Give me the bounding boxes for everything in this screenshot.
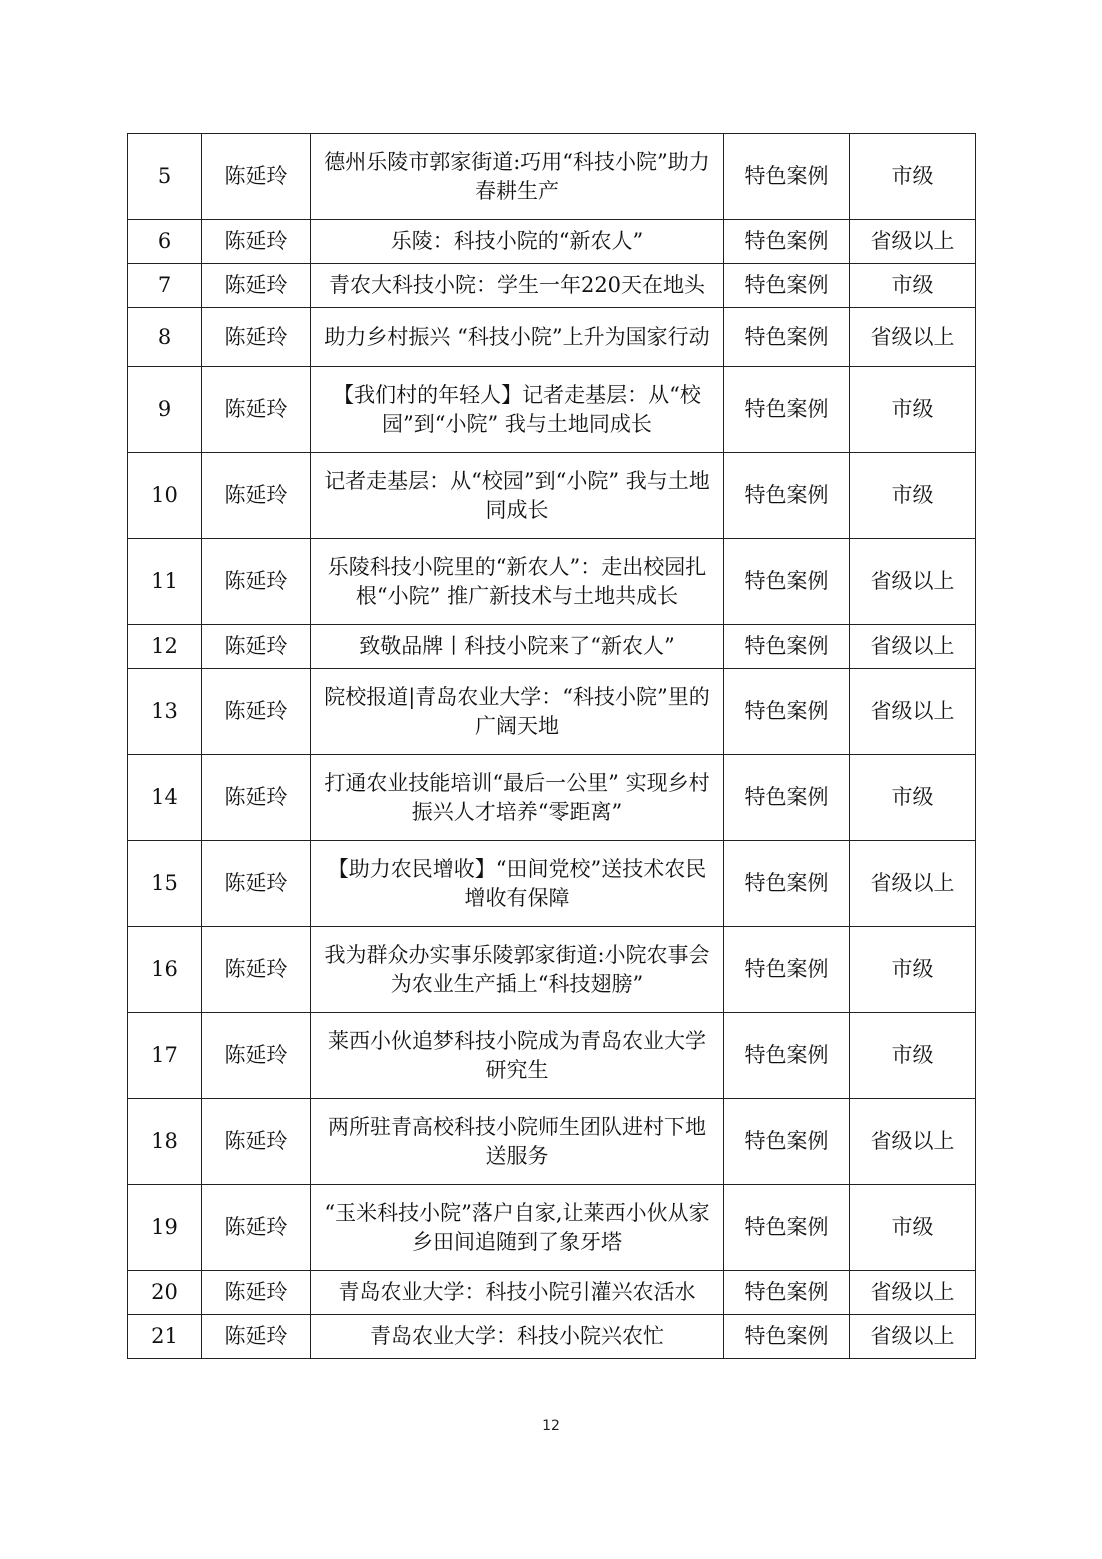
- table-row: [128, 1315, 976, 1359]
- category-cell: 特色案例: [724, 1013, 850, 1099]
- level-cell: 省级以上: [850, 625, 976, 669]
- row-number-cell: 15: [128, 841, 202, 927]
- level-cell: 省级以上: [850, 220, 976, 264]
- author-cell: 陈延玲: [202, 539, 311, 625]
- title-cell: 致敬品牌丨科技小院来了“新农人”: [311, 625, 724, 669]
- table-row: [128, 367, 976, 453]
- row-number-cell: 6: [128, 220, 202, 264]
- title-cell: 青岛农业大学：科技小院兴农忙: [311, 1315, 724, 1359]
- table-row: [128, 669, 976, 755]
- table-row: [128, 1185, 976, 1271]
- row-number-cell: 21: [128, 1315, 202, 1359]
- row-number-cell: 19: [128, 1185, 202, 1271]
- author-cell: 陈延玲: [202, 453, 311, 539]
- table-row: [128, 453, 976, 539]
- title-cell: “玉米科技小院”落户自家,让莱西小伙从家乡田间追随到了象牙塔: [311, 1185, 724, 1271]
- level-cell: 省级以上: [850, 669, 976, 755]
- author-cell: 陈延玲: [202, 841, 311, 927]
- level-cell: 省级以上: [850, 841, 976, 927]
- title-cell: 乐陵科技小院里的“新农人”：走出校园扎根“小院” 推广新技术与土地共成长: [311, 539, 724, 625]
- category-cell: 特色案例: [724, 1315, 850, 1359]
- row-number-cell: 10: [128, 453, 202, 539]
- author-cell: 陈延玲: [202, 134, 311, 220]
- level-cell: 市级: [850, 927, 976, 1013]
- title-cell: 我为群众办实事乐陵郭家街道:小院农事会为农业生产插上“科技翅膀”: [311, 927, 724, 1013]
- category-cell: 特色案例: [724, 264, 850, 308]
- level-cell: 省级以上: [850, 1099, 976, 1185]
- table-row: [128, 134, 976, 220]
- table-body: [128, 134, 976, 1359]
- row-number-cell: 16: [128, 927, 202, 1013]
- category-cell: 特色案例: [724, 539, 850, 625]
- author-cell: 陈延玲: [202, 669, 311, 755]
- table-row: [128, 220, 976, 264]
- level-cell: 省级以上: [850, 1271, 976, 1315]
- table-row: [128, 1099, 976, 1185]
- title-cell: 【我们村的年轻人】记者走基层：从“校园”到“小院” 我与土地同成长: [311, 367, 724, 453]
- title-cell: 院校报道|青岛农业大学：“科技小院”里的广阔天地: [311, 669, 724, 755]
- row-number-cell: 9: [128, 367, 202, 453]
- table-row: [128, 308, 976, 367]
- category-cell: 特色案例: [724, 1099, 850, 1185]
- author-cell: 陈延玲: [202, 755, 311, 841]
- title-cell: 德州乐陵市郭家街道:巧用“科技小院”助力春耕生产: [311, 134, 724, 220]
- author-cell: 陈延玲: [202, 220, 311, 264]
- title-cell: 打通农业技能培训“最后一公里” 实现乡村振兴人才培养“零距离”: [311, 755, 724, 841]
- row-number-cell: 14: [128, 755, 202, 841]
- category-cell: 特色案例: [724, 220, 850, 264]
- title-cell: 青农大科技小院：学生一年220天在地头: [311, 264, 724, 308]
- category-cell: 特色案例: [724, 134, 850, 220]
- level-cell: 市级: [850, 755, 976, 841]
- category-cell: 特色案例: [724, 669, 850, 755]
- category-cell: 特色案例: [724, 1185, 850, 1271]
- table-row: [128, 264, 976, 308]
- achievement-table: [127, 133, 976, 1359]
- level-cell: 市级: [850, 264, 976, 308]
- author-cell: 陈延玲: [202, 927, 311, 1013]
- table-row: [128, 755, 976, 841]
- author-cell: 陈延玲: [202, 1013, 311, 1099]
- title-cell: 乐陵：科技小院的“新农人”: [311, 220, 724, 264]
- category-cell: 特色案例: [724, 308, 850, 367]
- row-number-cell: 8: [128, 308, 202, 367]
- table-row: [128, 841, 976, 927]
- category-cell: 特色案例: [724, 755, 850, 841]
- title-cell: 记者走基层：从“校园”到“小院” 我与土地同成长: [311, 453, 724, 539]
- author-cell: 陈延玲: [202, 1185, 311, 1271]
- author-cell: 陈延玲: [202, 308, 311, 367]
- title-cell: 【助力农民增收】“田间党校”送技术农民增收有保障: [311, 841, 724, 927]
- table-row: [128, 927, 976, 1013]
- author-cell: 陈延玲: [202, 1315, 311, 1359]
- level-cell: 省级以上: [850, 308, 976, 367]
- author-cell: 陈延玲: [202, 1271, 311, 1315]
- row-number-cell: 5: [128, 134, 202, 220]
- category-cell: 特色案例: [724, 1271, 850, 1315]
- level-cell: 省级以上: [850, 539, 976, 625]
- level-cell: 市级: [850, 134, 976, 220]
- title-cell: 青岛农业大学：科技小院引灌兴农活水: [311, 1271, 724, 1315]
- author-cell: 陈延玲: [202, 1099, 311, 1185]
- category-cell: 特色案例: [724, 367, 850, 453]
- author-cell: 陈延玲: [202, 367, 311, 453]
- level-cell: 市级: [850, 367, 976, 453]
- row-number-cell: 11: [128, 539, 202, 625]
- table-row: [128, 1271, 976, 1315]
- row-number-cell: 13: [128, 669, 202, 755]
- category-cell: 特色案例: [724, 625, 850, 669]
- title-cell: 莱西小伙追梦科技小院成为青岛农业大学研究生: [311, 1013, 724, 1099]
- page-number: 12: [542, 1418, 560, 1434]
- level-cell: 市级: [850, 1013, 976, 1099]
- title-cell: 两所驻青高校科技小院师生团队进村下地送服务: [311, 1099, 724, 1185]
- level-cell: 省级以上: [850, 1315, 976, 1359]
- row-number-cell: 7: [128, 264, 202, 308]
- level-cell: 市级: [850, 453, 976, 539]
- table-row: [128, 625, 976, 669]
- level-cell: 市级: [850, 1185, 976, 1271]
- row-number-cell: 17: [128, 1013, 202, 1099]
- category-cell: 特色案例: [724, 453, 850, 539]
- author-cell: 陈延玲: [202, 625, 311, 669]
- row-number-cell: 12: [128, 625, 202, 669]
- table-row: [128, 539, 976, 625]
- table-row: [128, 1013, 976, 1099]
- title-cell: 助力乡村振兴 “科技小院”上升为国家行动: [311, 308, 724, 367]
- author-cell: 陈延玲: [202, 264, 311, 308]
- row-number-cell: 20: [128, 1271, 202, 1315]
- category-cell: 特色案例: [724, 841, 850, 927]
- row-number-cell: 18: [128, 1099, 202, 1185]
- category-cell: 特色案例: [724, 927, 850, 1013]
